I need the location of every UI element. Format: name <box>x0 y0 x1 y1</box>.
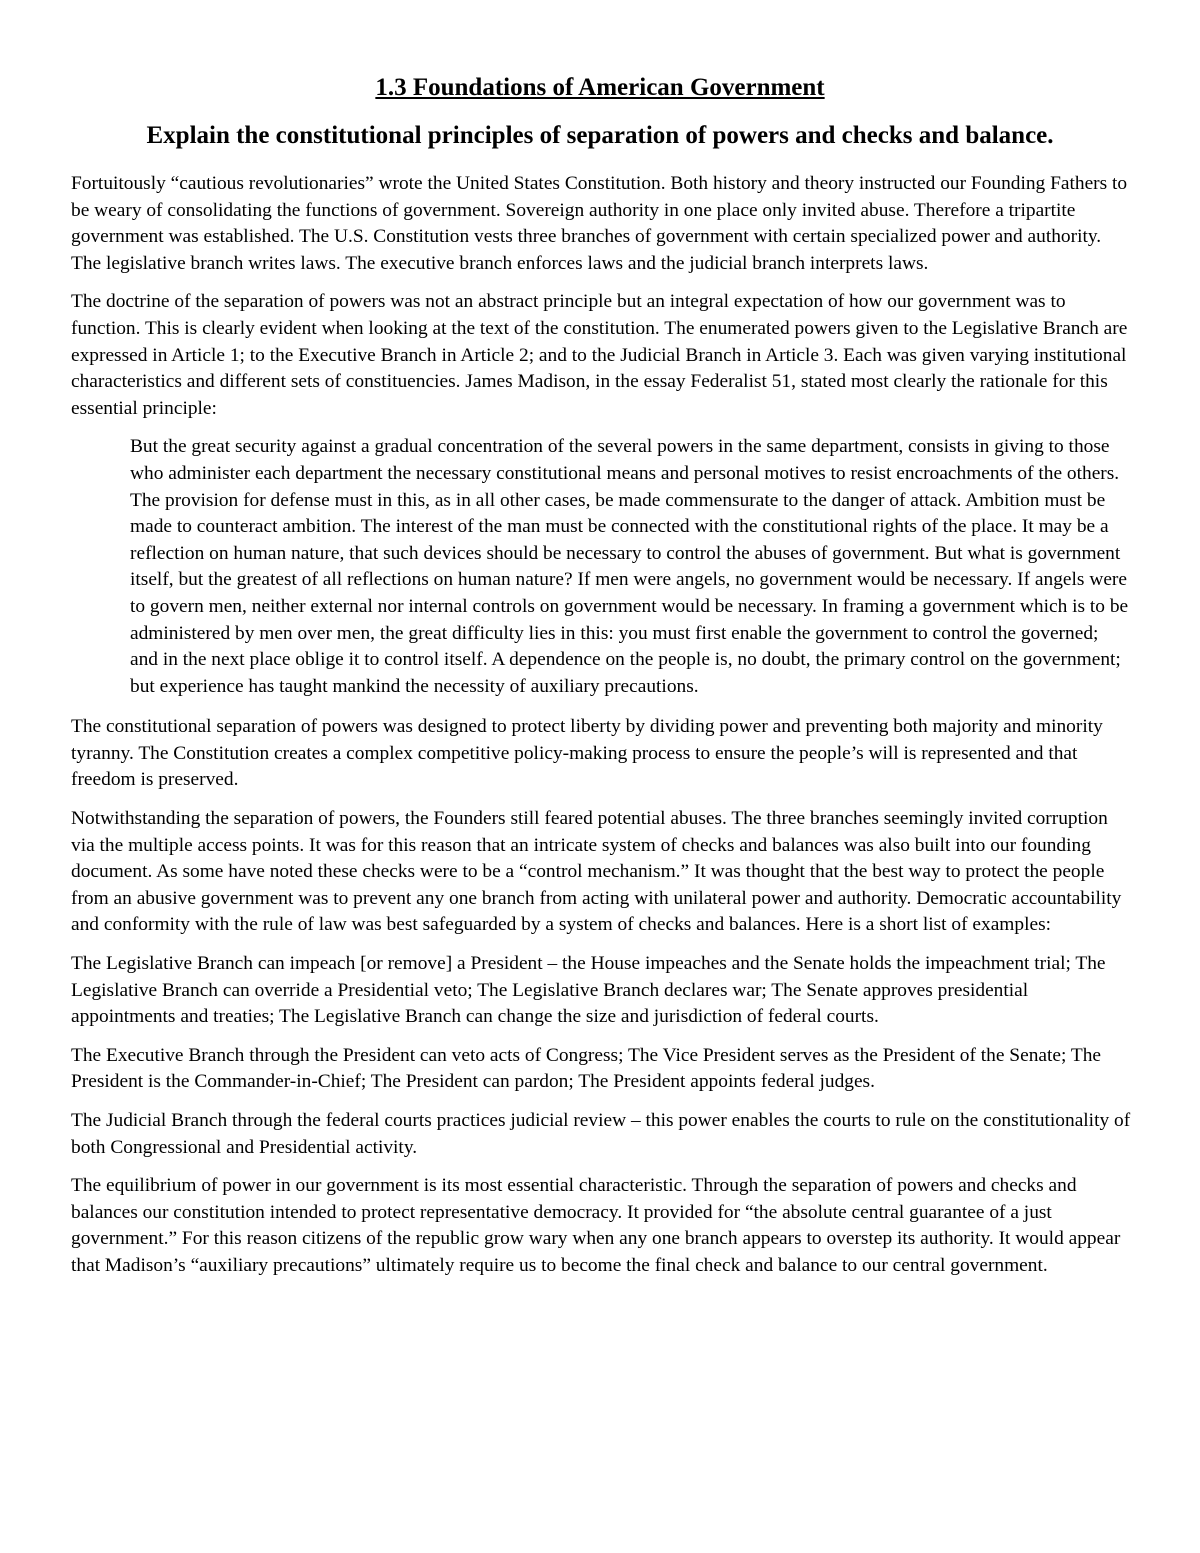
paragraph-intro: Fortuitously “cautious revolutionaries” wrote the United States Constitution. Both history and theory instructed our Founding Fathers to be weary of consolidating the functions of government. Sovereign authority in one place only invited abuse. Therefore a tripartite government was established. The U.S. Constitution vests three branches of government with certain specialized power and authority. The legislative branch writes laws. The executive branch enforces laws and the judicial branch interprets laws. <box>71 173 1128 274</box>
paragraph-legislative-examples: The Legislative Branch can impeach [or remove] a President – the House impeaches and the Senate holds the impeachment trial; The Legislative Branch can override a Presidential veto; The Legislative Branch declares war; The Senate approves presidential appointments and treaties; The Legislative Branch can change the size and jurisdiction of federal courts. <box>71 953 1106 1028</box>
document-body <box>71 171 1133 1292</box>
paragraph-executive-examples: The Executive Branch through the President can veto acts of Congress; The Vice President serves as the President of the Senate; The President is the Commander-in-Chief; The President can pardon; The President appoints federal judges. <box>71 1044 1102 1093</box>
document-title: 1.3 Foundations of American Government <box>375 74 825 101</box>
paragraph-liberty: The constitutional separation of powers was designed to protect liberty by dividing power and preventing both majority and minority tyranny. The Constitution creates a complex competitive policy-making process to ensure the people’s will is represented and that freedom is preserved. <box>71 716 1103 791</box>
paragraph-conclusion: The equilibrium of power in our government is its most essential characteristic. Through the separation of powers and checks and balances our constitution intended to protect representative democracy. It provided for “the absolute central guarantee of a just government.” For this reason citizens of the republic grow wary when any one branch appears to overstep its authority. It would appear that Madison’s “auxiliary precautions” ultimately require us to become the final check and balance to our central government. <box>71 1175 1121 1276</box>
federalist-51-quote: But the great security against a gradual concentration of the several powers in the same department, consists in giving to those who administer each department the necessary constitutional means and personal motives to resist encroachments of the others. The provision for defense must in this, as in all other cases, be made commensurate to the danger of attack. Ambition must be made to counteract ambition. The interest of the man must be connected with the constitutional rights of the place. It may be a reflection on human nature, that such devices should be necessary to control the abuses of government. But what is government itself, but the greatest of all reflections on human nature? If men were angels, no government would be necessary. If angels were to govern men, neither external nor internal controls on government would be necessary. In framing a government which is to be administered by men over men, the great difficulty lies in this: you must first enable the government to control the governed; and in the next place oblige it to control itself. A dependence on the people is, no doubt, the primary control on the government; but experience has taught mankind the necessity of auxiliary precautions. <box>130 436 1129 697</box>
paragraph-judicial-examples: The Judicial Branch through the federal courts practices judicial review – this power enables the courts to rule on the constitutionality of both Congressional and Presidential activity. <box>71 1110 1131 1158</box>
paragraph-separation-doctrine: The doctrine of the separation of powers was not an abstract principle but an integral expectation of how our government was to function. This is clearly evident when looking at the text of the constitution. The enumerated powers given to the Legislative Branch are expressed in Article 1; to the Executive Branch in Article 2; and to the Judicial Branch in Article 3. Each was given varying institutional characteristics and different sets of constituencies. James Madison, in the essay Federalist 51, stated most clearly the rationale for this essential principle: <box>71 291 1128 419</box>
paragraph-checks-and-balances: Notwithstanding the separation of powers, the Founders still feared potential abuses. The three branches seemingly invited corruption via the multiple access points. It was for this reason that an intricate system of checks and balances was also built into our founding document. As some have noted these checks were to be a “control mechanism.” It was thought that the best way to protect the people from an abusive government was to prevent any one branch from acting with unilateral power and authority. Democratic accountability and conformity with the rule of law was best safeguarded by a system of checks and balances. Here is a short list of examples: <box>71 808 1122 936</box>
document-subtitle: Explain the constitutional principles of separation of powers and checks and balance. <box>146 122 1054 149</box>
